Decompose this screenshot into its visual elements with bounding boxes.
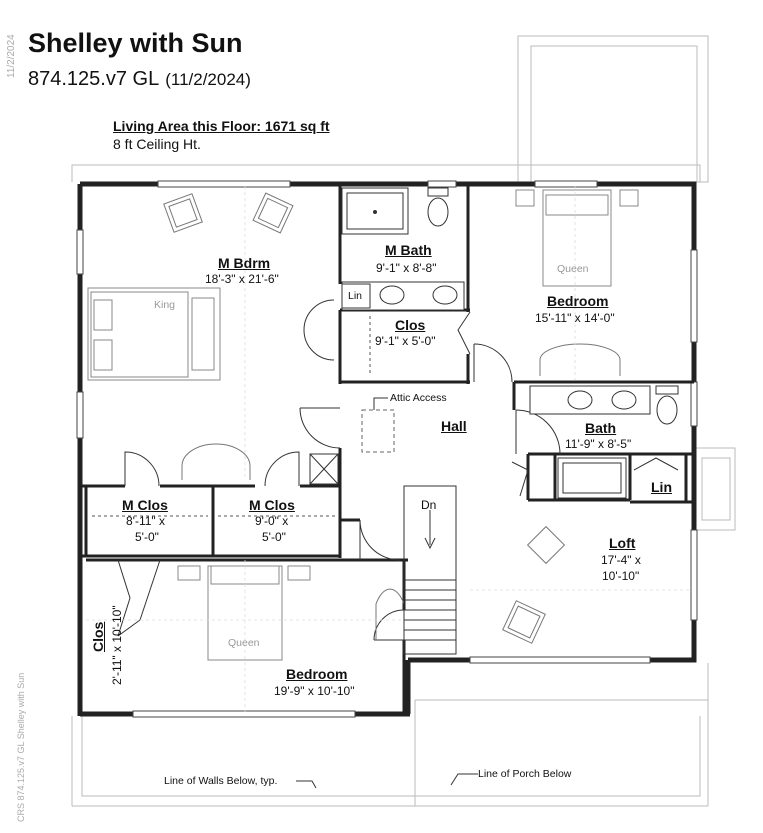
room-loft: Loft xyxy=(609,535,636,551)
room-m-clos-2-dim1: 9'-0" x xyxy=(255,514,289,528)
plan-title: Shelley with Sun xyxy=(28,28,243,58)
note-porch-below: Line of Porch Below xyxy=(478,768,572,780)
living-area: Living Area this Floor: 1671 sq ft xyxy=(113,118,330,134)
note-leaders xyxy=(296,398,478,788)
room-bath-dim: 11'-9" x 8'-5" xyxy=(565,437,632,451)
attic-access xyxy=(362,410,394,452)
room-bedroom-sw: Bedroom xyxy=(286,666,348,682)
room-m-clos-2: M Clos xyxy=(249,497,295,513)
bed-queen-ne-label: Queen xyxy=(557,263,589,275)
bed-king-label: King xyxy=(154,299,176,311)
vertical-date: 11/2/2024 xyxy=(6,34,17,78)
room-m-bdrm: M Bdrm xyxy=(218,255,271,271)
bed-queen-sw-label: Queen xyxy=(228,637,260,649)
beds xyxy=(88,190,638,660)
room-clos-sw-dim: 2'-11" x 10'-10" xyxy=(110,605,124,685)
vertical-file-label: CRS 874.125.v7 GL Shelley with Sun xyxy=(16,672,26,822)
room-clos-sw: Clos xyxy=(90,621,106,652)
room-m-bath-dim: 9'-1" x 8'-8" xyxy=(376,261,437,275)
room-clos-1: Clos xyxy=(395,317,426,333)
room-bedroom-sw-dim: 19'-9" x 10'-10" xyxy=(274,684,355,698)
room-m-bdrm-dim: 18'-3" x 21'-6" xyxy=(205,272,279,286)
room-hall: Hall xyxy=(441,418,467,434)
room-bedroom-ne: Bedroom xyxy=(547,293,609,309)
plan-id-text: 874.125.v7 GL xyxy=(28,68,160,90)
ceiling-height: 8 ft Ceiling Ht. xyxy=(113,136,201,152)
room-m-clos-1-dim1: 8'-11" x xyxy=(126,514,166,528)
attic-access-label: Attic Access xyxy=(390,392,447,404)
chase xyxy=(310,454,338,484)
room-loft-dim1: 17'-4" x xyxy=(601,553,641,567)
room-m-bath: M Bath xyxy=(385,242,432,258)
plan-date: (11/2/2024) xyxy=(165,70,251,89)
room-m-clos-1-dim2: 5'-0" xyxy=(135,530,159,544)
note-walls-below: Line of Walls Below, typ. xyxy=(164,775,278,787)
room-lin-2: Lin xyxy=(651,479,672,495)
room-m-clos-1: M Clos xyxy=(122,497,168,513)
room-lin-1: Lin xyxy=(348,290,363,302)
stair-label: Dn xyxy=(421,498,437,512)
room-clos-1-dim: 9'-1" x 5'-0" xyxy=(375,334,436,348)
room-loft-dim2: 10'-10" xyxy=(602,569,640,583)
room-bath: Bath xyxy=(585,420,617,436)
room-m-clos-2-dim2: 5'-0" xyxy=(262,530,286,544)
room-bedroom-ne-dim: 15'-11" x 14'-0" xyxy=(535,311,615,325)
